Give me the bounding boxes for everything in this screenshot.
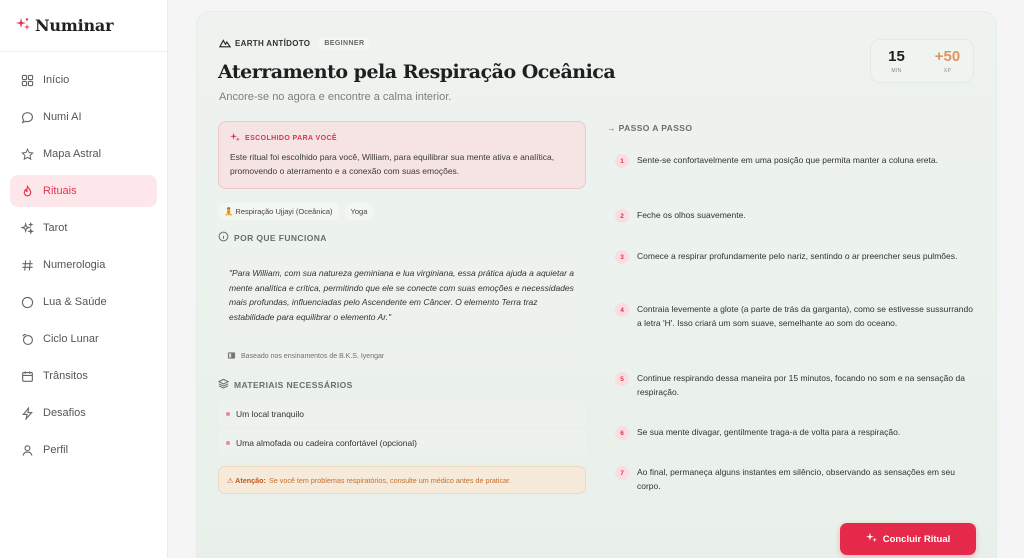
step-item bbox=[615, 465, 975, 493]
sidebar bbox=[0, 0, 168, 558]
steps-heading: → PASSO A PASSO bbox=[607, 123, 693, 133]
step-item bbox=[615, 249, 975, 264]
chosen-heading bbox=[230, 132, 574, 144]
chat-bubble-icon bbox=[20, 110, 34, 124]
why-heading-label: POR QUE FUNCIONA bbox=[234, 232, 327, 243]
info-icon bbox=[218, 231, 229, 244]
brand[interactable] bbox=[0, 0, 167, 52]
materials-heading-label: MATERIAIS NECESSÁRIOS bbox=[234, 379, 353, 390]
warning-note bbox=[218, 466, 586, 494]
warning-label: ⚠ Atenção: bbox=[227, 475, 266, 485]
step-text: Ao final, permaneça alguns instantes em silêncio, observando as sensações em seu corpo. bbox=[637, 467, 955, 491]
chosen-for-you-box bbox=[218, 121, 586, 189]
technique-tag: 🧘 Respiração Ujjayi (Oceânica) bbox=[218, 203, 339, 220]
step-number: 3 bbox=[615, 250, 629, 264]
material-item bbox=[218, 401, 586, 427]
sidebar-item-tarot[interactable] bbox=[10, 212, 157, 244]
sidebar-item-label: Trânsitos bbox=[43, 370, 88, 382]
moon-phase-icon bbox=[20, 332, 34, 346]
sidebar-item-label: Mapa Astral bbox=[43, 148, 102, 160]
sidebar-item-label: Rituais bbox=[43, 185, 77, 197]
based-on-note bbox=[218, 345, 586, 367]
technique-tag: Yoga bbox=[345, 203, 374, 220]
sidebar-item-numerologia[interactable] bbox=[10, 249, 157, 281]
why-heading bbox=[218, 231, 327, 244]
bullet-dot bbox=[226, 441, 230, 445]
ritual-tags bbox=[219, 37, 370, 50]
step-number: 5 bbox=[615, 372, 629, 386]
duration-stat bbox=[871, 40, 922, 82]
step-text: Continue respirando dessa maneira por 15 minutos, focando no som e na sensação da respiração. bbox=[637, 373, 965, 397]
step-item bbox=[615, 208, 975, 223]
chosen-heading-label: ESCOLHIDO PARA VOCÊ bbox=[245, 134, 337, 142]
hash-icon bbox=[20, 258, 34, 272]
level-tag: BEGINNER bbox=[318, 37, 370, 50]
sidebar-item-label: Tarot bbox=[43, 222, 68, 234]
step-item bbox=[615, 153, 975, 168]
materials-heading bbox=[218, 378, 353, 391]
sidebar-item-desafios[interactable] bbox=[10, 397, 157, 429]
step-text: Feche os olhos suavemente. bbox=[637, 210, 746, 220]
element-tag bbox=[219, 38, 310, 50]
sidebar-item-label: Perfil bbox=[43, 444, 69, 456]
sidebar-nav bbox=[0, 52, 167, 466]
step-text: Contraia levemente a glote (a parte de trás da garganta), como se estivesse sussurrando a letra 'H'. Isso criará um som suave, semelhante ao som do oceano. bbox=[637, 304, 973, 328]
duration-label: MIN bbox=[891, 67, 902, 74]
step-number: 4 bbox=[615, 303, 629, 317]
finish-ritual-label: Concluir Ritual bbox=[882, 533, 951, 545]
page-title: Aterramento pela Respiração Oceânica bbox=[218, 61, 616, 83]
flame-icon bbox=[20, 184, 34, 198]
step-number: 2 bbox=[615, 209, 629, 223]
step-number: 1 bbox=[615, 154, 629, 168]
sidebar-item-ciclo-lunar[interactable] bbox=[10, 323, 157, 355]
based-on-text: Baseado nos ensinamentos de B.K.S. Iyengar bbox=[241, 352, 385, 360]
sparkle-icon bbox=[866, 532, 877, 546]
grid-icon bbox=[20, 73, 34, 87]
step-text: Sente-se confortavelmente em uma posição que permita manter a coluna ereta. bbox=[637, 155, 938, 165]
step-text: Comece a respirar profundamente pelo nariz, sentindo o ar preencher seus pulmões. bbox=[637, 251, 958, 261]
ritual-card bbox=[196, 11, 997, 558]
xp-value: +50 bbox=[934, 47, 961, 65]
lightning-icon bbox=[20, 406, 34, 420]
sidebar-item-inicio[interactable] bbox=[10, 64, 157, 96]
step-number: 7 bbox=[615, 466, 629, 480]
sparkle-icon bbox=[230, 132, 240, 144]
user-icon bbox=[20, 443, 34, 457]
circle-icon bbox=[20, 295, 34, 309]
sidebar-item-label: Lua & Saúde bbox=[43, 296, 107, 308]
page-subtitle: Ancore-se no agora e encontre a calma interior. bbox=[219, 91, 452, 103]
brand-name: Numinar bbox=[35, 16, 114, 35]
sidebar-item-rituais[interactable] bbox=[10, 175, 157, 207]
step-number: 6 bbox=[615, 426, 629, 440]
warning-text: Se você tem problemas respiratórios, consulte um médico antes de praticar. bbox=[268, 475, 512, 485]
why-quote: "Para William, com sua natureza geminiana e lua virginiana, essa prática ajuda a aquietar a mente analítica e crítica, permitindo que ele se conecte com suas emoções e necessidades mais profundas, influenciadas pelo Ascendente em Câncer. O elemento Terra traz estabilidade para equilibrar o elemento Ar." bbox=[218, 252, 586, 342]
xp-label: XP bbox=[943, 67, 952, 74]
chosen-text: Este ritual foi escolhido para você, William, para equilibrar sua mente ativa e analítica, promovendo o aterramento e a conexão com suas emoções. bbox=[230, 152, 555, 176]
xp-stat bbox=[922, 40, 973, 82]
calendar-icon bbox=[20, 369, 34, 383]
material-label: Um local tranquilo bbox=[236, 409, 305, 419]
sidebar-item-label: Ciclo Lunar bbox=[43, 333, 99, 345]
sidebar-item-label: Desafios bbox=[43, 407, 86, 419]
sparkle-icon bbox=[16, 17, 30, 35]
element-tag-label: EARTH ANTÍDOTO bbox=[235, 39, 311, 48]
step-item bbox=[615, 302, 975, 330]
bullet-dot bbox=[226, 412, 230, 416]
sidebar-item-transitos[interactable] bbox=[10, 360, 157, 392]
sidebar-item-perfil[interactable] bbox=[10, 434, 157, 466]
duration-value: 15 bbox=[888, 47, 905, 65]
star-icon bbox=[20, 147, 34, 161]
sparkles-icon bbox=[20, 221, 34, 235]
ritual-stats bbox=[870, 39, 974, 83]
layers-icon bbox=[218, 378, 229, 391]
material-label: Uma almofada ou cadeira confortável (opcional) bbox=[236, 438, 417, 448]
material-item bbox=[218, 430, 586, 456]
sidebar-item-lua-saude[interactable] bbox=[10, 286, 157, 318]
step-item bbox=[615, 371, 975, 399]
sidebar-item-label: Numi AI bbox=[43, 111, 82, 123]
sidebar-item-label: Numerologia bbox=[43, 259, 106, 271]
step-item bbox=[615, 425, 975, 440]
book-icon bbox=[227, 351, 236, 362]
technique-tags bbox=[218, 203, 373, 220]
sidebar-item-label: Início bbox=[43, 74, 70, 86]
step-text: Se sua mente divagar, gentilmente traga-a de volta para a respiração. bbox=[637, 427, 901, 437]
finish-ritual-button[interactable] bbox=[840, 523, 976, 555]
sidebar-item-numi-ai[interactable] bbox=[10, 101, 157, 133]
sidebar-item-mapa-astral[interactable] bbox=[10, 138, 157, 170]
mountain-icon bbox=[219, 38, 231, 50]
